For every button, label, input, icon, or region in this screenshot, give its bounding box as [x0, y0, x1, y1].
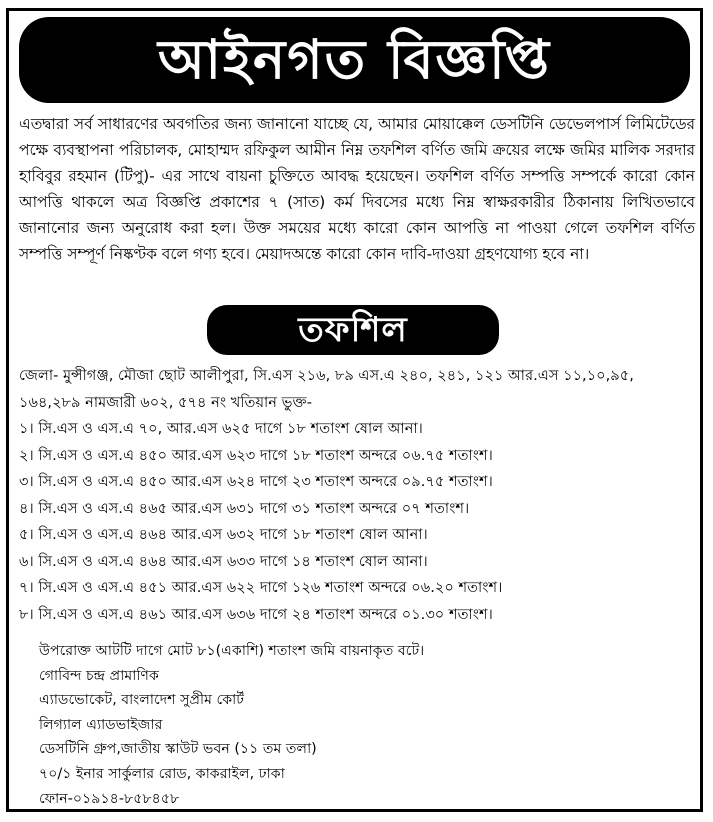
- land-summary: উপরোক্ত আটটি দাগে মোট ৮১(একাশি) শতাংশ জমি বায়নাকৃত বটে।: [39, 643, 425, 659]
- signatory-role: লিগ্যাল এ্যাডভাইজার: [39, 716, 163, 733]
- signatory-name: গোবিন্দ চন্দ্র প্রামাণিক: [39, 667, 159, 684]
- office-address: ৭০/১ ইনার সার্কুলার রোড, কাকরাইল, ঢাকা: [39, 765, 285, 782]
- schedule-item: ৭। সি.এস ও এস.এ ৪৫১ আর.এস ৬২২ দাগে ১২৬ শতাংশ অন্দরে ০৬.২০ শতাংশ।: [19, 579, 503, 596]
- notice-title: আইনগত বিজ্ঞপ্তি: [157, 28, 552, 91]
- schedule-item: ৬। সি.এস ও এস.এ ৪৬৪ আর.এস ৬৩৩ দাগে ১৪ শতাংশ ষোল আনা।: [19, 552, 428, 570]
- schedule-heading-banner: [207, 305, 499, 355]
- signature-block: [39, 639, 689, 811]
- schedule-item: ৫। সি.এস ও এস.এ ৪৬৪ আর.এস ৬৩২ দাগে ১৮ শতাংশ ষোল আনা।: [19, 526, 428, 543]
- signatory-designation: এ্যাডভোকেট, বাংলাদেশ সুপ্রীম কোর্ট: [39, 692, 245, 709]
- schedule-heading: তফশিল: [298, 310, 408, 350]
- notice-body: এতদ্বারা সর্ব সাধারণের অবগতির জন্য জানানো যাচ্ছে যে, আমার মোয়াক্কেল ডেসটিনি ডেভেলপার্স লিমিটেডের পক্ষে ব্যবস্থাপনা পরিচালক, মোহাম্মদ রফিকুল আমীন নিম্ন তফশিল বর্ণিত জমি ক্রয়ের লক্ষে জমির মালিক সরদার হাবিবুর রহমান (টিপু)- এর সাথে বায়না চুক্তিতে আবদ্ধ হয়েছেন। তফশিল বর্ণিত সম্পত্তি সম্পর্কে কারো কোন আপত্তি থাকলে অত্র বিজ্ঞপ্তি প্রকাশের ৭ (সাত) কর্ম দিবসের মধ্যে নিম্ন স্বাক্ষরকারীর ঠিকানায় লিখিতভাবে জানানোর জন্য অনুরোধ করা হল। উক্ত সময়ের মধ্যে কারো কোন আপত্তি না পাওয়া গেলে তফশিল বর্ণিত সম্পত্তি সম্পূর্ণ নিষ্কণ্টক বলে গণ্য হবে। মেয়াদঅন্তে কারো কোন দাবি-দাওয়া গ্রহণযোগ্য হবে না।: [19, 115, 695, 263]
- schedule-item: ৪। সি.এস ও এস.এ ৪৬৫ আর.এস ৬৩১ দাগে ৩১ শতাংশ অন্দরে ০৭ শতাংশ।: [19, 499, 470, 517]
- title-banner: [19, 17, 690, 103]
- office-location: ডেসটিনি গ্রুপ,জাতীয় স্কাউট ভবন (১১ তম তলা): [39, 741, 317, 758]
- schedule-list: [19, 363, 695, 628]
- schedule-item: ১। সি.এস ও এস.এ ৭০, আর.এস ৬২৫ দাগে ১৮ শতাংশ ষোল আনা।: [19, 420, 423, 437]
- schedule-item: ২। সি.এস ও এস.এ ৪৫০ আর.এস ৬২৩ দাগে ১৮ শতাংশ অন্দরে ০৬.৭৫ শতাংশ।: [19, 446, 493, 464]
- schedule-item: ৮। সি.এস ও এস.এ ৪৬১ আর.এস ৬৩৬ দাগে ২৪ শতাংশ অন্দরে ০১.৩০ শতাংশ।: [19, 605, 493, 623]
- legal-notice: [6, 8, 703, 812]
- schedule-intro: জেলা- মুন্সীগঞ্জ, মৌজা ছোট আলীপুরা, সি.এস ২১৬, ৮৯ এস.এ ২৪০, ২৪১, ১২১ আর.এস ১১,১০,৯৫, ১৬৪,২৮৯ নামজারী ৬০২, ৫৭৪ নং খতিয়ান ভুক্ত-: [19, 367, 634, 411]
- phone-number: ফোন-০১৯১৪-৮৫৮৪৫৮: [39, 790, 180, 807]
- schedule-item: ৩। সি.এস ও এস.এ ৪৫০ আর.এস ৬২৪ দাগে ২৩ শতাংশ অন্দরে ০৯.৭৫ শতাংশ।: [19, 473, 493, 490]
